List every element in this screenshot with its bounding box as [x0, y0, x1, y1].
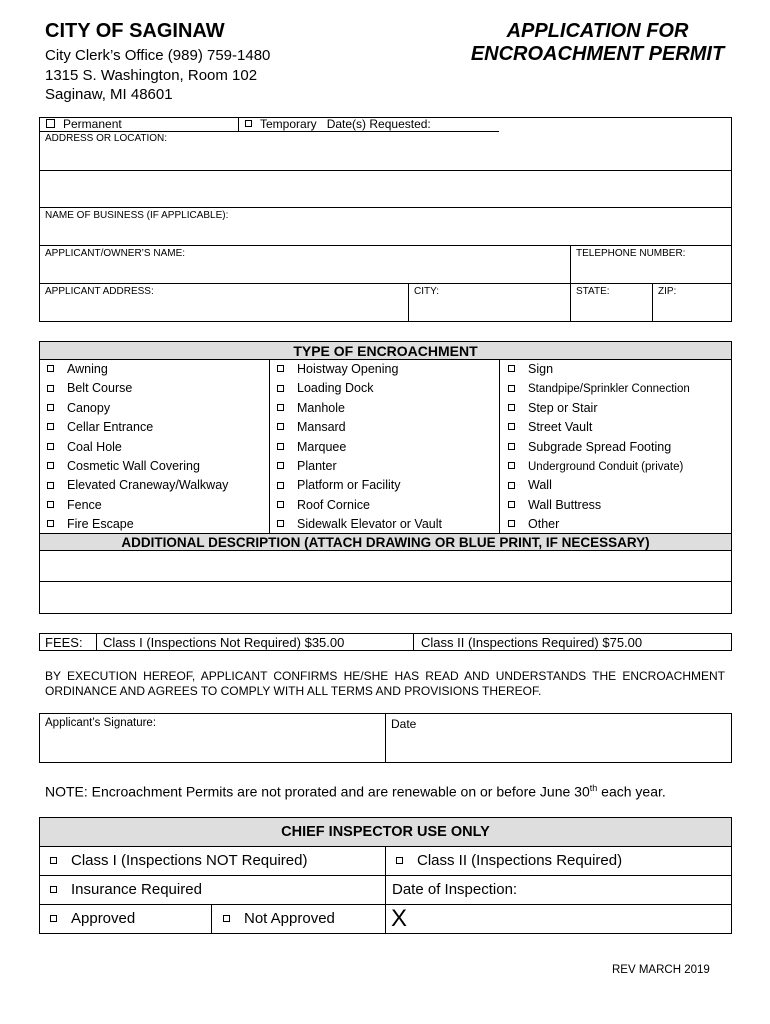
not-approved-label: Not Approved: [244, 910, 335, 927]
divider: [408, 283, 409, 322]
divider: [39, 170, 732, 171]
additional-description-box[interactable]: [39, 550, 732, 614]
divider: [211, 904, 212, 934]
encroachment-option-subgrade-spread-footing[interactable]: [508, 440, 671, 454]
signature-date-field[interactable]: [386, 730, 731, 762]
encroachment-option-label: Cosmetic Wall Covering: [67, 459, 200, 473]
encroachment-checkbox[interactable]: [47, 404, 54, 411]
note-superscript: th: [589, 783, 598, 793]
encroachment-checkbox[interactable]: [277, 385, 284, 392]
encroachment-option-awning[interactable]: [47, 362, 108, 376]
signature-label: Applicant’s Signature:: [45, 717, 157, 729]
encroachment-option-underground-conduit-private[interactable]: [508, 459, 683, 473]
encroachment-option-label: Sidewalk Elevator or Vault: [297, 517, 442, 532]
confirmation-statement: BY EXECUTION HEREOF, APPLICANT CONFIRMS HE/SHE HAS READ AND UNDERSTANDS THE ENCROACHMENT ORDINANCE AND AGREES TO COMPLY WITH ALL TERMS AND PROVISIONS THEREOF.: [45, 669, 725, 698]
encroachment-option-elevated-craneway-walkway[interactable]: [47, 478, 228, 492]
office-address-line: 1315 S. Washington, Room 102: [45, 67, 258, 84]
encroachment-option-sidewalk-elevator-or-vault[interactable]: [277, 517, 442, 531]
fee-class-2: Class II (Inspections Required) $75.00: [421, 635, 643, 650]
encroachment-option-other[interactable]: [508, 517, 559, 531]
permanent-label: Permanent: [63, 117, 122, 131]
temporary-label: Temporary: [260, 117, 317, 131]
renewal-note: [45, 783, 666, 800]
encroachment-option-label: Elevated Craneway/Walkway: [67, 478, 229, 493]
chief-class-2-option[interactable]: [396, 847, 622, 875]
encroachment-checkbox[interactable]: [277, 462, 284, 469]
encroachment-checkbox[interactable]: [508, 462, 515, 469]
encroachment-option-planter[interactable]: [277, 459, 337, 473]
encroachment-checkbox[interactable]: [508, 385, 515, 392]
additional-description-heading: ADDITIONAL DESCRIPTION (ATTACH DRAWING OR BLUE PRINT, IF NECESSARY): [39, 533, 732, 551]
encroachment-checkbox[interactable]: [277, 423, 284, 430]
temporary-option[interactable]: [245, 117, 431, 131]
approved-label: Approved: [71, 910, 136, 927]
encroachment-option-label: Canopy: [67, 400, 111, 415]
encroachment-checkbox[interactable]: [47, 385, 54, 392]
encroachment-option-label: Other: [528, 517, 560, 532]
note-tail: each year.: [597, 783, 666, 800]
encroachment-option-label: Planter: [297, 459, 337, 473]
encroachment-option-sign[interactable]: [508, 362, 553, 376]
state-label: STATE:: [576, 286, 610, 297]
insurance-required-checkbox[interactable]: [50, 886, 57, 893]
encroachment-option-label: Mansard: [297, 420, 346, 435]
divider: [269, 359, 270, 533]
encroachment-option-loading-dock[interactable]: [277, 381, 373, 395]
encroachment-checkbox[interactable]: [508, 404, 515, 411]
approved-option[interactable]: [50, 905, 135, 933]
signature-date-label: Date: [391, 717, 417, 731]
divider: [39, 207, 732, 208]
encroachment-checkbox[interactable]: [508, 365, 515, 372]
encroachment-checkbox[interactable]: [47, 520, 54, 527]
encroachment-option-label: Cellar Entrance: [67, 420, 154, 435]
chief-class-1-checkbox[interactable]: [50, 857, 57, 864]
encroachment-checkbox[interactable]: [277, 520, 284, 527]
divider: [39, 131, 499, 132]
signature-field[interactable]: [40, 730, 384, 762]
encroachment-option-cellar-entrance[interactable]: [47, 420, 153, 434]
encroachment-type-heading: TYPE OF ENCROACHMENT: [39, 341, 732, 360]
encroachment-option-label: Manhole: [297, 400, 345, 415]
fee-class-1: Class I (Inspections Not Required) $35.00: [103, 635, 345, 650]
encroachment-option-fire-escape[interactable]: [47, 517, 134, 531]
divider: [652, 283, 653, 322]
encroachment-option-label: Coal Hole: [67, 439, 122, 454]
encroachment-option-standpipe-sprinkler-connection[interactable]: [508, 381, 690, 395]
divider: [96, 633, 97, 651]
applicant-address-label: APPLICANT ADDRESS:: [45, 286, 154, 297]
encroachment-option-label: Wall: [528, 478, 552, 493]
signature-x-mark: X: [391, 905, 408, 932]
city-title: CITY OF SAGINAW: [45, 20, 225, 42]
encroachment-option-label: Standpipe/Sprinkler Connection: [528, 383, 690, 396]
business-name-label: NAME OF BUSINESS (IF APPLICABLE):: [45, 210, 229, 221]
divider: [238, 117, 239, 131]
application-title-line1: APPLICATION FOR: [506, 20, 689, 42]
encroachment-option-label: Subgrade Spread Footing: [528, 439, 672, 454]
encroachment-option-mansard[interactable]: [277, 420, 346, 434]
encroachment-checkbox[interactable]: [47, 443, 54, 450]
note-text: NOTE: Encroachment Permits are not prorated and are renewable on or before June 30: [45, 783, 590, 800]
encroachment-checkbox[interactable]: [508, 520, 515, 527]
encroachment-checkbox[interactable]: [277, 482, 284, 489]
encroachment-option-label: Hoistway Opening: [297, 362, 399, 376]
encroachment-option-platform-or-facility[interactable]: [277, 478, 401, 492]
encroachment-checkbox[interactable]: [277, 501, 284, 508]
zip-label: ZIP:: [658, 286, 677, 297]
encroachment-option-label: Roof Cornice: [297, 497, 370, 512]
permanent-checkbox[interactable]: [46, 119, 55, 128]
city-label: CITY:: [414, 286, 440, 297]
encroachment-option-label: Sign: [528, 362, 554, 376]
encroachment-checkbox[interactable]: [47, 462, 54, 469]
encroachment-option-canopy[interactable]: [47, 401, 110, 415]
date-of-inspection-label: Date of Inspection:: [392, 881, 518, 898]
encroachment-option-label: Street Vault: [528, 420, 593, 435]
encroachment-checkbox[interactable]: [47, 423, 54, 430]
application-title-line2: ENCROACHMENT PERMIT: [470, 43, 725, 65]
encroachment-checkbox[interactable]: [508, 482, 515, 489]
encroachment-option-label: Step or Stair: [528, 400, 598, 415]
chief-class-1-option[interactable]: [50, 847, 307, 875]
encroachment-option-hoistway-opening[interactable]: [277, 362, 398, 376]
chief-class-2-label: Class II (Inspections Required): [417, 852, 623, 869]
encroachment-option-wall-buttress[interactable]: [508, 498, 601, 512]
owner-name-label: APPLICANT/OWNER’S NAME:: [45, 248, 186, 259]
encroachment-option-label: Loading Dock: [297, 381, 374, 396]
dates-requested-label: Date(s) Requested:: [326, 117, 431, 131]
office-city-state-line: Saginaw, MI 48601: [45, 86, 173, 103]
fees-label: FEES:: [45, 635, 83, 650]
encroachment-option-coal-hole[interactable]: [47, 440, 122, 454]
encroachment-option-manhole[interactable]: [277, 401, 345, 415]
divider: [39, 245, 732, 246]
encroachment-option-fence[interactable]: [47, 498, 102, 512]
divider: [499, 359, 500, 533]
encroachment-checkbox[interactable]: [508, 443, 515, 450]
encroachment-checkbox[interactable]: [277, 404, 284, 411]
revision-date: REV MARCH 2019: [612, 964, 710, 976]
encroachment-option-label: Underground Conduit (private): [528, 461, 684, 473]
encroachment-option-belt-course[interactable]: [47, 381, 132, 395]
encroachment-checkbox[interactable]: [47, 365, 54, 372]
approved-checkbox[interactable]: [50, 915, 57, 922]
encroachment-option-step-or-stair[interactable]: [508, 401, 597, 415]
chief-class-2-checkbox[interactable]: [396, 857, 403, 864]
clerk-office-line: City Clerk’s Office (989) 759-1480: [45, 47, 271, 64]
encroachment-option-label: Awning: [67, 362, 108, 376]
encroachment-checkbox[interactable]: [277, 365, 284, 372]
encroachment-option-label: Fire Escape: [67, 517, 134, 532]
address-location-label: ADDRESS OR LOCATION:: [45, 133, 168, 144]
encroachment-option-street-vault[interactable]: [508, 420, 592, 434]
divider: [39, 581, 732, 582]
permanent-option[interactable]: [46, 117, 122, 131]
encroachment-checkbox[interactable]: [47, 501, 54, 508]
encroachment-option-label: Belt Course: [67, 381, 133, 396]
insurance-required-label: Insurance Required: [71, 881, 202, 898]
application-title: [455, 20, 740, 66]
not-approved-option[interactable]: [223, 905, 335, 933]
encroachment-option-marquee[interactable]: [277, 440, 346, 454]
encroachment-checkbox[interactable]: [47, 482, 54, 489]
chief-inspector-heading: CHIEF INSPECTOR USE ONLY: [39, 817, 732, 847]
insurance-required-option[interactable]: [50, 876, 202, 904]
encroachment-option-label: Wall Buttress: [528, 497, 602, 512]
encroachment-option-label: Fence: [67, 497, 102, 512]
encroachment-option-label: Platform or Facility: [297, 478, 401, 493]
temporary-checkbox[interactable]: [245, 120, 252, 127]
divider: [39, 283, 732, 284]
encroachment-checkbox[interactable]: [277, 443, 284, 450]
encroachment-option-wall[interactable]: [508, 478, 552, 492]
encroachment-option-roof-cornice[interactable]: [277, 498, 370, 512]
encroachment-checkbox[interactable]: [508, 423, 515, 430]
telephone-label: TELEPHONE NUMBER:: [576, 248, 686, 259]
encroachment-option-cosmetic-wall-covering[interactable]: [47, 459, 200, 473]
chief-class-1-label: Class I (Inspections NOT Required): [71, 852, 308, 869]
encroachment-checkbox[interactable]: [508, 501, 515, 508]
divider: [413, 633, 414, 651]
not-approved-checkbox[interactable]: [223, 915, 230, 922]
divider: [385, 846, 386, 934]
encroachment-option-label: Marquee: [297, 439, 347, 454]
